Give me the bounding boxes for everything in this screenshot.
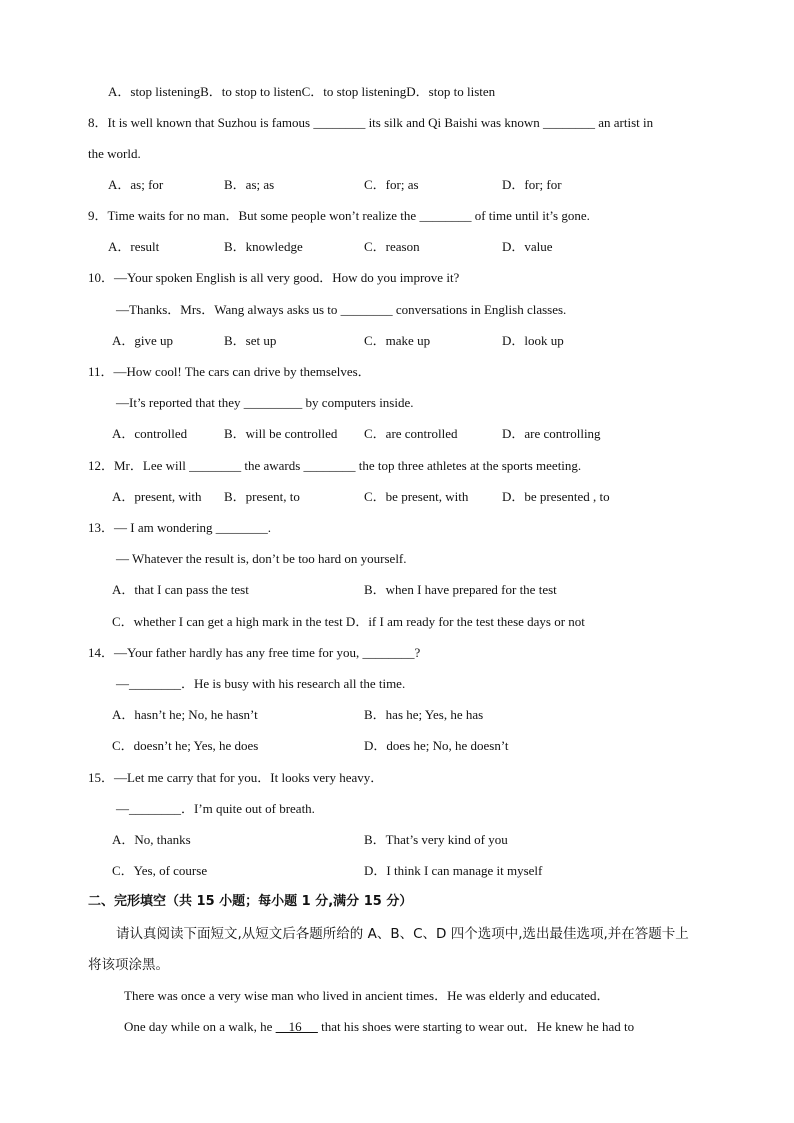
- q9-option-a: A．result: [108, 239, 160, 254]
- q13-option-b: B．when I have prepared for the test: [364, 582, 557, 597]
- q15-option-a: A．No, thanks: [112, 832, 191, 847]
- q12-stem: 12．Mr．Lee will ________ the awards ________ the top three athletes at the sports meeting.: [88, 458, 582, 473]
- q8-option-c: C．for; as: [364, 177, 419, 192]
- q11-option-d: D．are controlling: [502, 426, 601, 441]
- passage-text-cont: that his shoes were starting to wear out．He knew he had to: [317, 1019, 635, 1034]
- q10-option-d: D．look up: [502, 333, 564, 348]
- q15-option-d: D．I think I can manage it myself: [364, 863, 543, 878]
- q14-option-b: B．has he; Yes, he has: [364, 707, 484, 722]
- q8-stem-cont: the world.: [88, 146, 141, 161]
- passage-paragraph-2: [124, 1019, 634, 1035]
- q10-option-c: C．make up: [364, 333, 431, 348]
- q14-option-c: C．doesn’t he; Yes, he does: [112, 738, 259, 753]
- q13-option-a: A．that I can pass the test: [112, 582, 249, 597]
- q8-option-a: A．as; for: [108, 177, 164, 192]
- q10-stem: 10．—Your spoken English is all very good．How do you improve it?: [88, 270, 460, 285]
- q9-option-d: D．value: [502, 239, 553, 254]
- q11-option-b: B．will be controlled: [224, 426, 338, 441]
- passage-paragraph-1: There was once a very wise man who lived in ancient times．He was elderly and educated．: [124, 988, 610, 1003]
- q8-stem: 8．It is well known that Suzhou is famous ________ its silk and Qi Baishi was known ________ an artist in: [88, 115, 654, 130]
- q10-option-a: A．give up: [112, 333, 174, 348]
- q9-option-b: B．knowledge: [224, 239, 303, 254]
- section-2-instructions-cont: 将该项涂黑。: [88, 957, 169, 973]
- q11-option-a: A．controlled: [112, 426, 188, 441]
- q15-option-b: B．That’s very kind of you: [364, 832, 508, 847]
- q12-option-a: A．present, with: [112, 489, 202, 504]
- q9-stem: 9．Time waits for no man．But some people won’t realize the ________ of time until it’s gone.: [88, 208, 590, 223]
- q10-reply: —Thanks．Mrs．Wang always asks us to ________ conversations in English classes.: [116, 302, 567, 317]
- q8-option-b: B．as; as: [224, 177, 275, 192]
- section-2-heading: 二、完形填空（共 15 小题；每小题 1 分,满分 15 分）: [88, 894, 413, 909]
- q15-option-c: C．Yes, of course: [112, 863, 208, 878]
- q14-option-a: A．hasn’t he; No, he hasn’t: [112, 707, 258, 722]
- q11-option-c: C．are controlled: [364, 426, 458, 441]
- q14-option-d: D．does he; No, he doesn’t: [364, 738, 509, 753]
- q11-reply: —It’s reported that they _________ by computers inside.: [116, 395, 414, 410]
- q11-stem: 11．—How cool! The cars can drive by themselves．: [88, 364, 371, 379]
- q10-option-b: B．set up: [224, 333, 277, 348]
- q8-option-d: D．for; for: [502, 177, 562, 192]
- q12-option-d: D．be presented , to: [502, 489, 610, 504]
- q15-reply: —________．I’m quite out of breath.: [116, 801, 315, 816]
- section-2-instructions: 请认真阅读下面短文,从短文后各题所给的 A、B、C、D 四个选项中,选出最佳选项,并在答题卡上: [116, 926, 689, 942]
- passage-text: One day while on a walk, he: [124, 1019, 276, 1034]
- q12-option-b: B．present, to: [224, 489, 300, 504]
- q13-stem: 13．— I am wondering ________.: [88, 520, 272, 535]
- q9-option-c: C．reason: [364, 239, 420, 254]
- q7-options: A．stop listeningB．to stop to listenC．to stop listeningD．stop to listen: [108, 84, 496, 99]
- q13-reply: — Whatever the result is, don’t be too hard on yourself.: [116, 551, 407, 566]
- q12-option-c: C．be present, with: [364, 489, 469, 504]
- q13-option-cd: C．whether I can get a high mark in the test D．if I am ready for the test these days or not: [112, 614, 585, 629]
- q14-reply: —________．He is busy with his research all the time.: [116, 676, 406, 691]
- q15-stem: 15．—Let me carry that for you．It looks very heavy．: [88, 770, 384, 785]
- blank-16: 16: [275, 1019, 318, 1034]
- q14-stem: 14．—Your father hardly has any free time for you, ________?: [88, 645, 421, 660]
